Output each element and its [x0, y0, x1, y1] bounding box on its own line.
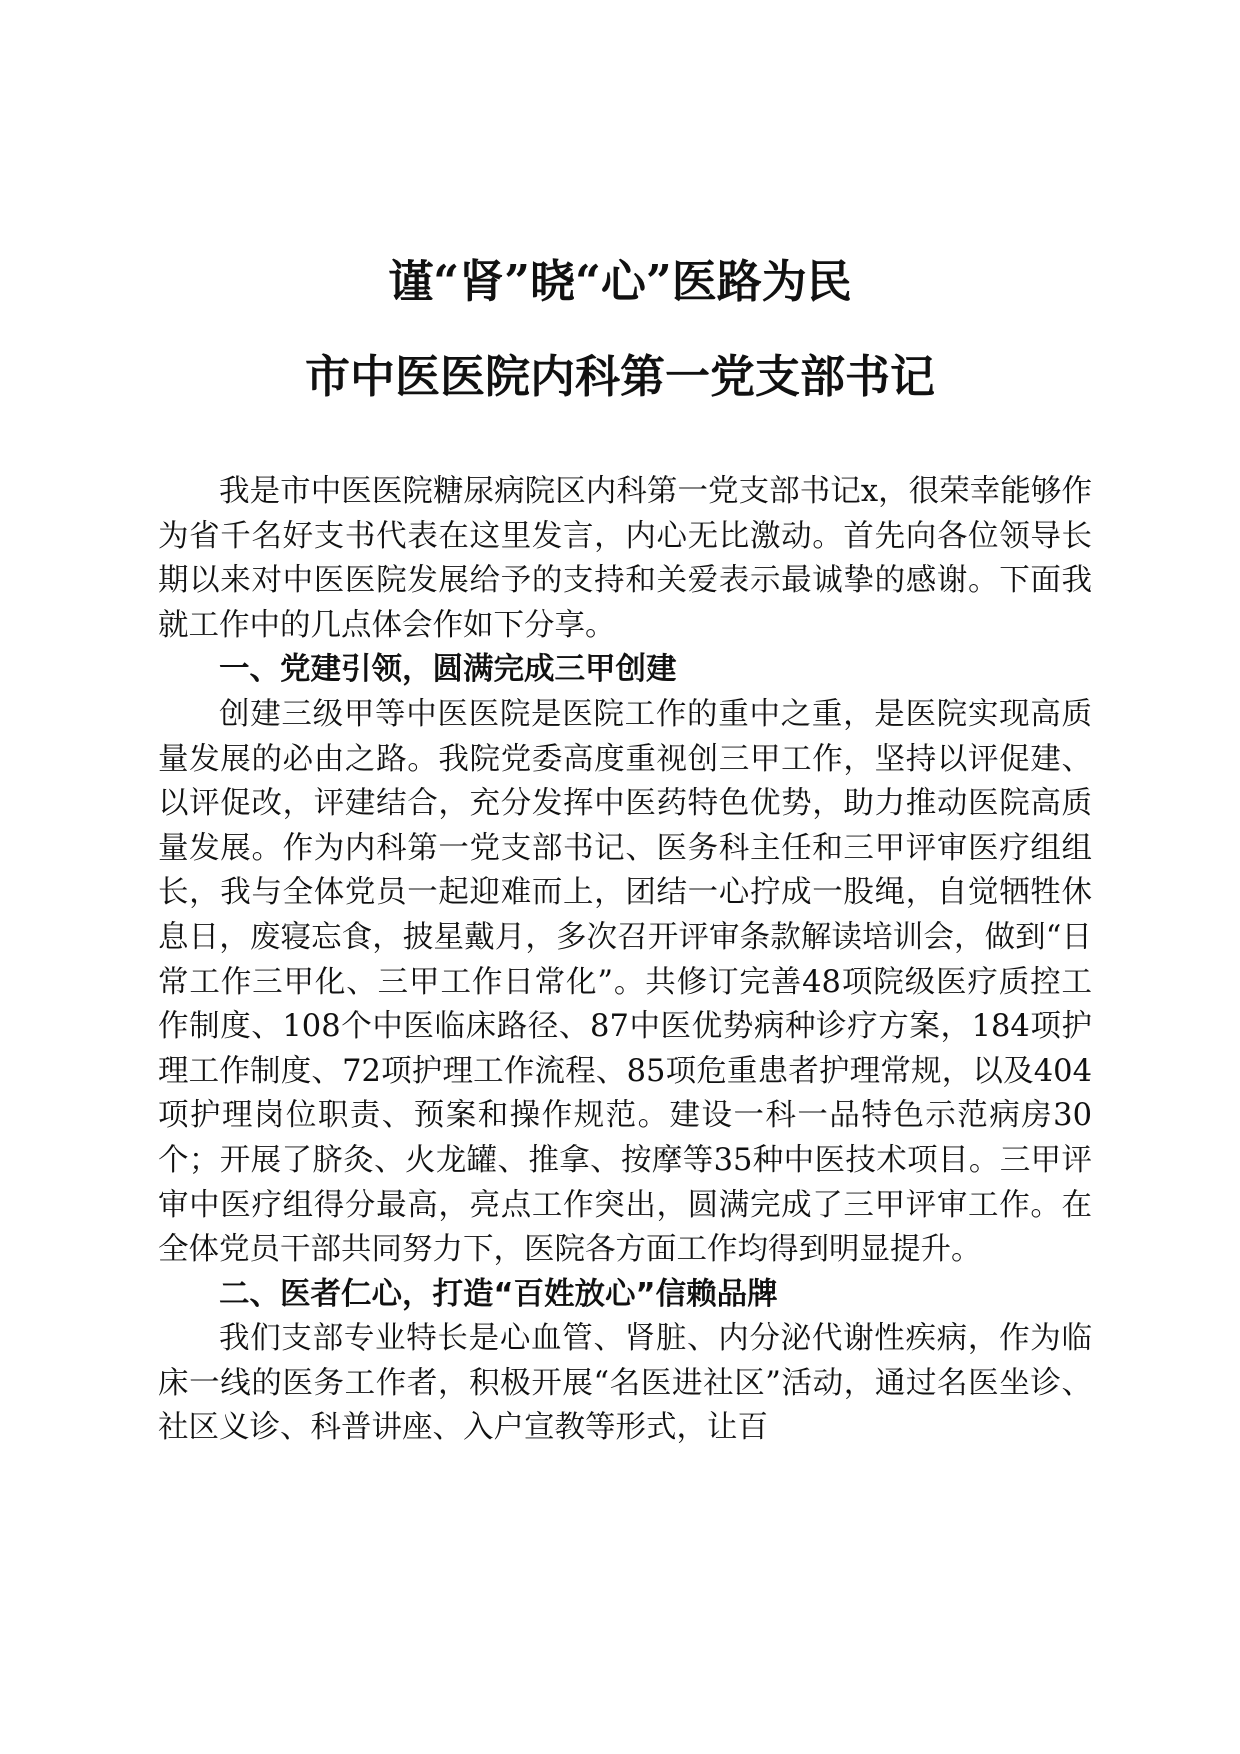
page-title: 谨“肾”晓“心”医路为民 [388, 255, 852, 308]
section-paragraph-2: 我们支部专业特长是心血管、肾脏、内分泌代谢性疾病，作为临床一线的医务工作者，积极开展“名医进社区”活动，通过名医坐诊、社区义诊、科普讲座、入户宣教等形式，让百 [158, 1321, 1092, 1446]
page-subtitle: 市中医医院内科第一党支部书记 [304, 350, 935, 403]
section-paragraph-1: 创建三级甲等中医医院是医院工作的重中之重，是医院实现高质量发展的必由之路。我院党委高度重视创三甲工作，坚持以评促建、以评促改，评建结合，充分发挥中医药特色优势，助力推动医院高质量发展。作为内科第一党支部书记、医务科主任和三甲评审医疗组组长，我与全体党员一起迎难而上，团结一心拧成一股绳，自觉牺牲休息日，废寝忘食，披星戴月，多次召开评审条款解读培训会，做到“日常工作三甲化、三甲工作日常化”。共修订完善48项院级医疗质控工作制度、108个中医临床路径、87中医优势病种诊疗方案，184项护理工作制度、72项护理工作流程、85项危重患者护理常规，以及404项护理岗位职责、预案和操作规范。建设一科一品特色示范病房30个；开展了脐灸、火龙罐、推拿、按摩等35种中医技术项目。三甲评审中医疗组得分最高，亮点工作突出，圆满完成了三甲评审工作。在全体党员干部共同努力下，医院各方面工作均得到明显提升。 [158, 696, 1092, 1268]
intro-paragraph: 我是市中医医院糖尿病院区内科第一党支部书记x，很荣幸能够作为省千名好支书代表在这里发言，内心无比激动。首先向各位领导长期以来对中医医院发展给予的支持和关爱表示最诚挚的感谢。下面我就工作中的几点体会作如下分享。 [158, 474, 1092, 643]
section-heading-2: 二、医者仁心，打造“百姓放心”信赖品牌 [219, 1276, 778, 1312]
section-heading-1: 一、党建引领，圆满完成三甲创建 [219, 652, 677, 688]
document-body [158, 470, 1092, 1451]
